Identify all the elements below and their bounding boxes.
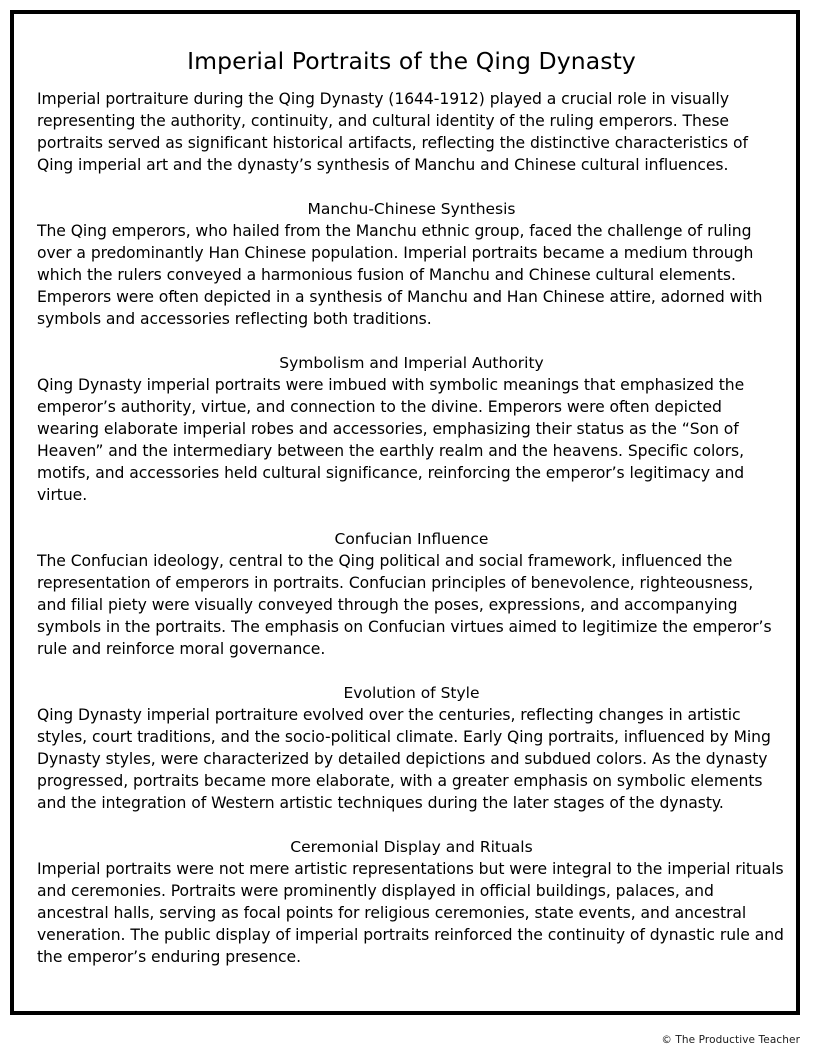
section-heading: Ceremonial Display and Rituals	[290, 838, 533, 856]
intro-paragraph: Imperial portraiture during the Qing Dynasty (1644-1912) played a crucial role in visually representing the authority, continuity, and cultural identity of the ruling emperors. These portraits served as significant historical artifacts, reflecting the distinctive characteristics of Qing imperial art and the dynasty’s synthesis of Manchu and Chinese cultural influences.	[37, 90, 748, 174]
section-symbolism-and-imperial-authority	[37, 352, 786, 506]
intro-section	[37, 88, 786, 176]
section-heading: Symbolism and Imperial Authority	[279, 354, 544, 372]
section-heading: Manchu-Chinese Synthesis	[307, 200, 516, 218]
page-title: Imperial Portraits of the Qing Dynasty	[187, 47, 636, 75]
section-paragraph: The Confucian ideology, central to the Qing political and social framework, influenced the representation of emperors in portraits. Confucian principles of benevolence, righteousness, and filial piety were visually conveyed through the poses, expressions, and accompanying symbols in the portraits. The emphasis on Confucian virtues aimed to legitimize the emperor’s rule and reinforce moral governance.	[37, 552, 772, 658]
content-border-frame	[10, 10, 800, 1015]
section-paragraph: Imperial portraits were not mere artistic representations but were integral to the imperial rituals and ceremonies. Portraits were prominently displayed in official buildings, palaces, and ancestral halls, serving as focal points for religious ceremonies, state events, and ancestral veneration. The public display of imperial portraits reinforced the continuity of dynastic rule and the emperor’s enduring presence.	[37, 860, 784, 966]
section-heading: Confucian Influence	[334, 530, 489, 548]
section-heading: Evolution of Style	[343, 684, 480, 702]
section-paragraph: Qing Dynasty imperial portraits were imbued with symbolic meanings that emphasized the emperor’s authority, virtue, and connection to the divine. Emperors were often depicted wearing elaborate imperial robes and accessories, emphasizing their status as the “Son of Heaven” and the intermediary between the earthly realm and the heavens. Specific colors, motifs, and accessories held cultural significance, reinforcing the emperor’s legitimacy and virtue.	[37, 376, 745, 504]
section-evolution-of-style	[37, 682, 786, 814]
section-ceremonial-display-and-rituals	[37, 836, 786, 968]
document-content	[37, 30, 786, 996]
section-paragraph: The Qing emperors, who hailed from the Manchu ethnic group, faced the challenge of ruling over a predominantly Han Chinese population. Imperial portraits became a medium through which the rulers conveyed a harmonious fusion of Manchu and Chinese cultural elements. Emperors were often depicted in a synthesis of Manchu and Han Chinese attire, adorned with symbols and accessories reflecting both traditions.	[37, 222, 763, 328]
section-paragraph: Qing Dynasty imperial portraiture evolved over the centuries, reflecting changes in artistic styles, court traditions, and the socio-political climate. Early Qing portraits, influenced by Ming Dynasty styles, were characterized by detailed depictions and subdued colors. As the dynasty progressed, portraits became more elaborate, with a greater emphasis on symbolic elements and the integration of Western artistic techniques during the later stages of the dynasty.	[37, 706, 771, 812]
copyright-credit: © The Productive Teacher	[661, 1034, 800, 1046]
page-footer	[0, 1028, 816, 1047]
section-manchu-chinese-synthesis	[37, 198, 786, 330]
section-confucian-influence	[37, 528, 786, 660]
